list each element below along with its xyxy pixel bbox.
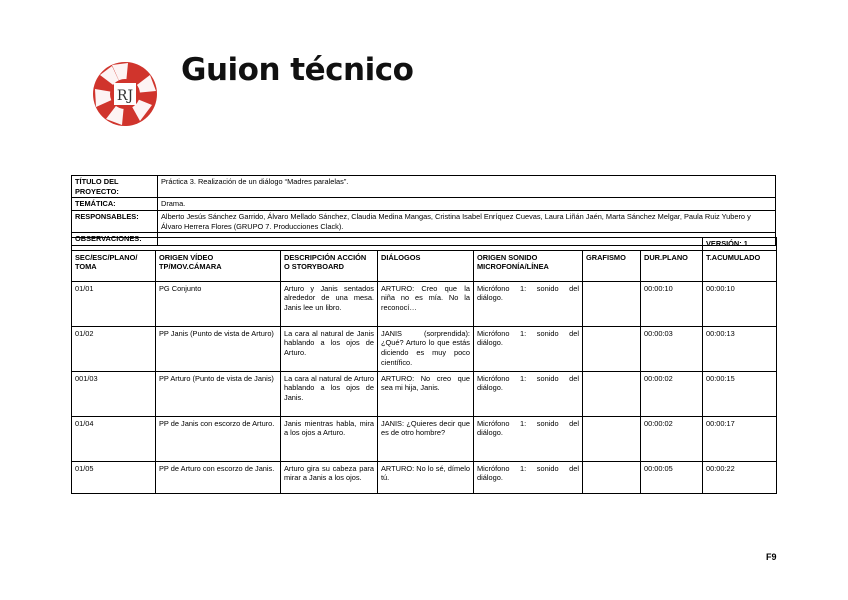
cell-shot: 01/05 — [72, 461, 156, 493]
page-number: F9 — [766, 552, 777, 562]
cell-accumulated: 00:00:15 — [703, 371, 777, 416]
cell-video-origin: PP de Arturo con escorzo de Janis. — [156, 461, 281, 493]
column-header: DIÁLOGOS — [378, 250, 474, 281]
meta-label: RESPONSABLES: — [72, 210, 158, 232]
cell-video-origin: PP de Janis con escorzo de Arturo. — [156, 416, 281, 461]
cell-shot: 01/01 — [72, 281, 156, 326]
company-logo-icon — [92, 61, 158, 127]
cell-description: Arturo y Janis sentados alrededor de una mesa. Janis lee un libro. — [281, 281, 378, 326]
table-row — [72, 371, 777, 416]
cell-accumulated: 00:00:17 — [703, 416, 777, 461]
meta-label: OBSERVACIONES: — [72, 233, 158, 246]
cell-dialogue: ARTURO: No creo que sea mi hija, Janis. — [378, 371, 474, 416]
table-header-row — [72, 250, 777, 281]
column-header: DESCRIPCIÓN ACCIÓN O STORYBOARD — [281, 250, 378, 281]
cell-graphics — [583, 461, 641, 493]
cell-sound-origin: Micrófono 1: sonido del diálogo. — [474, 326, 583, 371]
cell-dialogue: JANIS (sorprendida): ¿Qué? Arturo lo que estás diciendo es muy poco científico. — [378, 326, 474, 371]
cell-video-origin: PP Arturo (Punto de vista de Janis) — [156, 371, 281, 416]
cell-description: La cara al natural de Janis hablando a los ojos de Arturo. — [281, 326, 378, 371]
cell-accumulated: 00:00:10 — [703, 281, 777, 326]
table-row — [72, 461, 777, 493]
version-label: VERSIÓN: 1 — [703, 238, 777, 251]
version-spacer — [72, 238, 703, 251]
meta-row-theme — [72, 198, 776, 211]
cell-duration: 00:00:05 — [641, 461, 703, 493]
meta-label: TÍTULO DEL PROYECTO: — [72, 176, 158, 198]
cell-duration: 00:00:10 — [641, 281, 703, 326]
cell-sound-origin: Micrófono 1: sonido del diálogo. — [474, 461, 583, 493]
column-header: SEC/ESC/PLANO/ TOMA — [72, 250, 156, 281]
column-header: GRAFISMO — [583, 250, 641, 281]
meta-value: Drama. — [158, 198, 776, 211]
meta-label: TEMÁTICA: — [72, 198, 158, 211]
cell-dialogue: ARTURO: No lo sé, dímelo tú. — [378, 461, 474, 493]
meta-row-responsibles — [72, 210, 776, 232]
column-header: T.ACUMULADO — [703, 250, 777, 281]
cell-duration: 00:00:03 — [641, 326, 703, 371]
cell-accumulated: 00:00:13 — [703, 326, 777, 371]
table-row — [72, 326, 777, 371]
logo-text: RJ — [116, 88, 134, 104]
cell-shot: 01/02 — [72, 326, 156, 371]
cell-shot: 001/03 — [72, 371, 156, 416]
meta-value: Alberto Jesús Sánchez Garrido, Álvaro Mellado Sánchez, Claudia Medina Mangas, Cristina Isabel Enríquez Cuevas, Laura Liñán Jaén, Marta Sánchez Melgar, Paula Ruiz Yubero y Álvaro Herrera Flores (GRUPO 7. Producciones Clack). — [158, 210, 776, 232]
project-info-table — [71, 175, 776, 246]
cell-dialogue: JANIS: ¿Quieres decir que es de otro hombre? — [378, 416, 474, 461]
cell-graphics — [583, 281, 641, 326]
meta-row-title — [72, 176, 776, 198]
cell-shot: 01/04 — [72, 416, 156, 461]
column-header: DUR.PLANO — [641, 250, 703, 281]
cell-description: Arturo gira su cabeza para mirar a Janis a los ojos. — [281, 461, 378, 493]
table-row — [72, 416, 777, 461]
cell-duration: 00:00:02 — [641, 371, 703, 416]
version-row — [72, 238, 777, 251]
cell-graphics — [583, 416, 641, 461]
cell-video-origin: PG Conjunto — [156, 281, 281, 326]
cell-sound-origin: Micrófono 1: sonido del diálogo. — [474, 371, 583, 416]
column-header: ORIGEN VÍDEO TP/MOV.CÁMARA — [156, 250, 281, 281]
technical-script-table — [71, 237, 777, 494]
cell-accumulated: 00:00:22 — [703, 461, 777, 493]
page-title: Guion técnico — [181, 52, 414, 88]
cell-video-origin: PP Janis (Punto de vista de Arturo) — [156, 326, 281, 371]
cell-description: La cara al natural de Arturo hablando a los ojos de Janis. — [281, 371, 378, 416]
cell-graphics — [583, 326, 641, 371]
cell-duration: 00:00:02 — [641, 416, 703, 461]
cell-graphics — [583, 371, 641, 416]
cell-dialogue: ARTURO: Creo que la niña no es mía. No la reconocí… — [378, 281, 474, 326]
cell-sound-origin: Micrófono 1: sonido del diálogo. — [474, 281, 583, 326]
column-header: ORIGEN SONIDO MICROFONÍA/LÍNEA — [474, 250, 583, 281]
cell-description: Janis mientras habla, mira a los ojos a Arturo. — [281, 416, 378, 461]
table-row — [72, 281, 777, 326]
meta-value: Práctica 3. Realización de un diálogo “Madres paralelas”. — [158, 176, 776, 198]
cell-sound-origin: Micrófono 1: sonido del diálogo. — [474, 416, 583, 461]
